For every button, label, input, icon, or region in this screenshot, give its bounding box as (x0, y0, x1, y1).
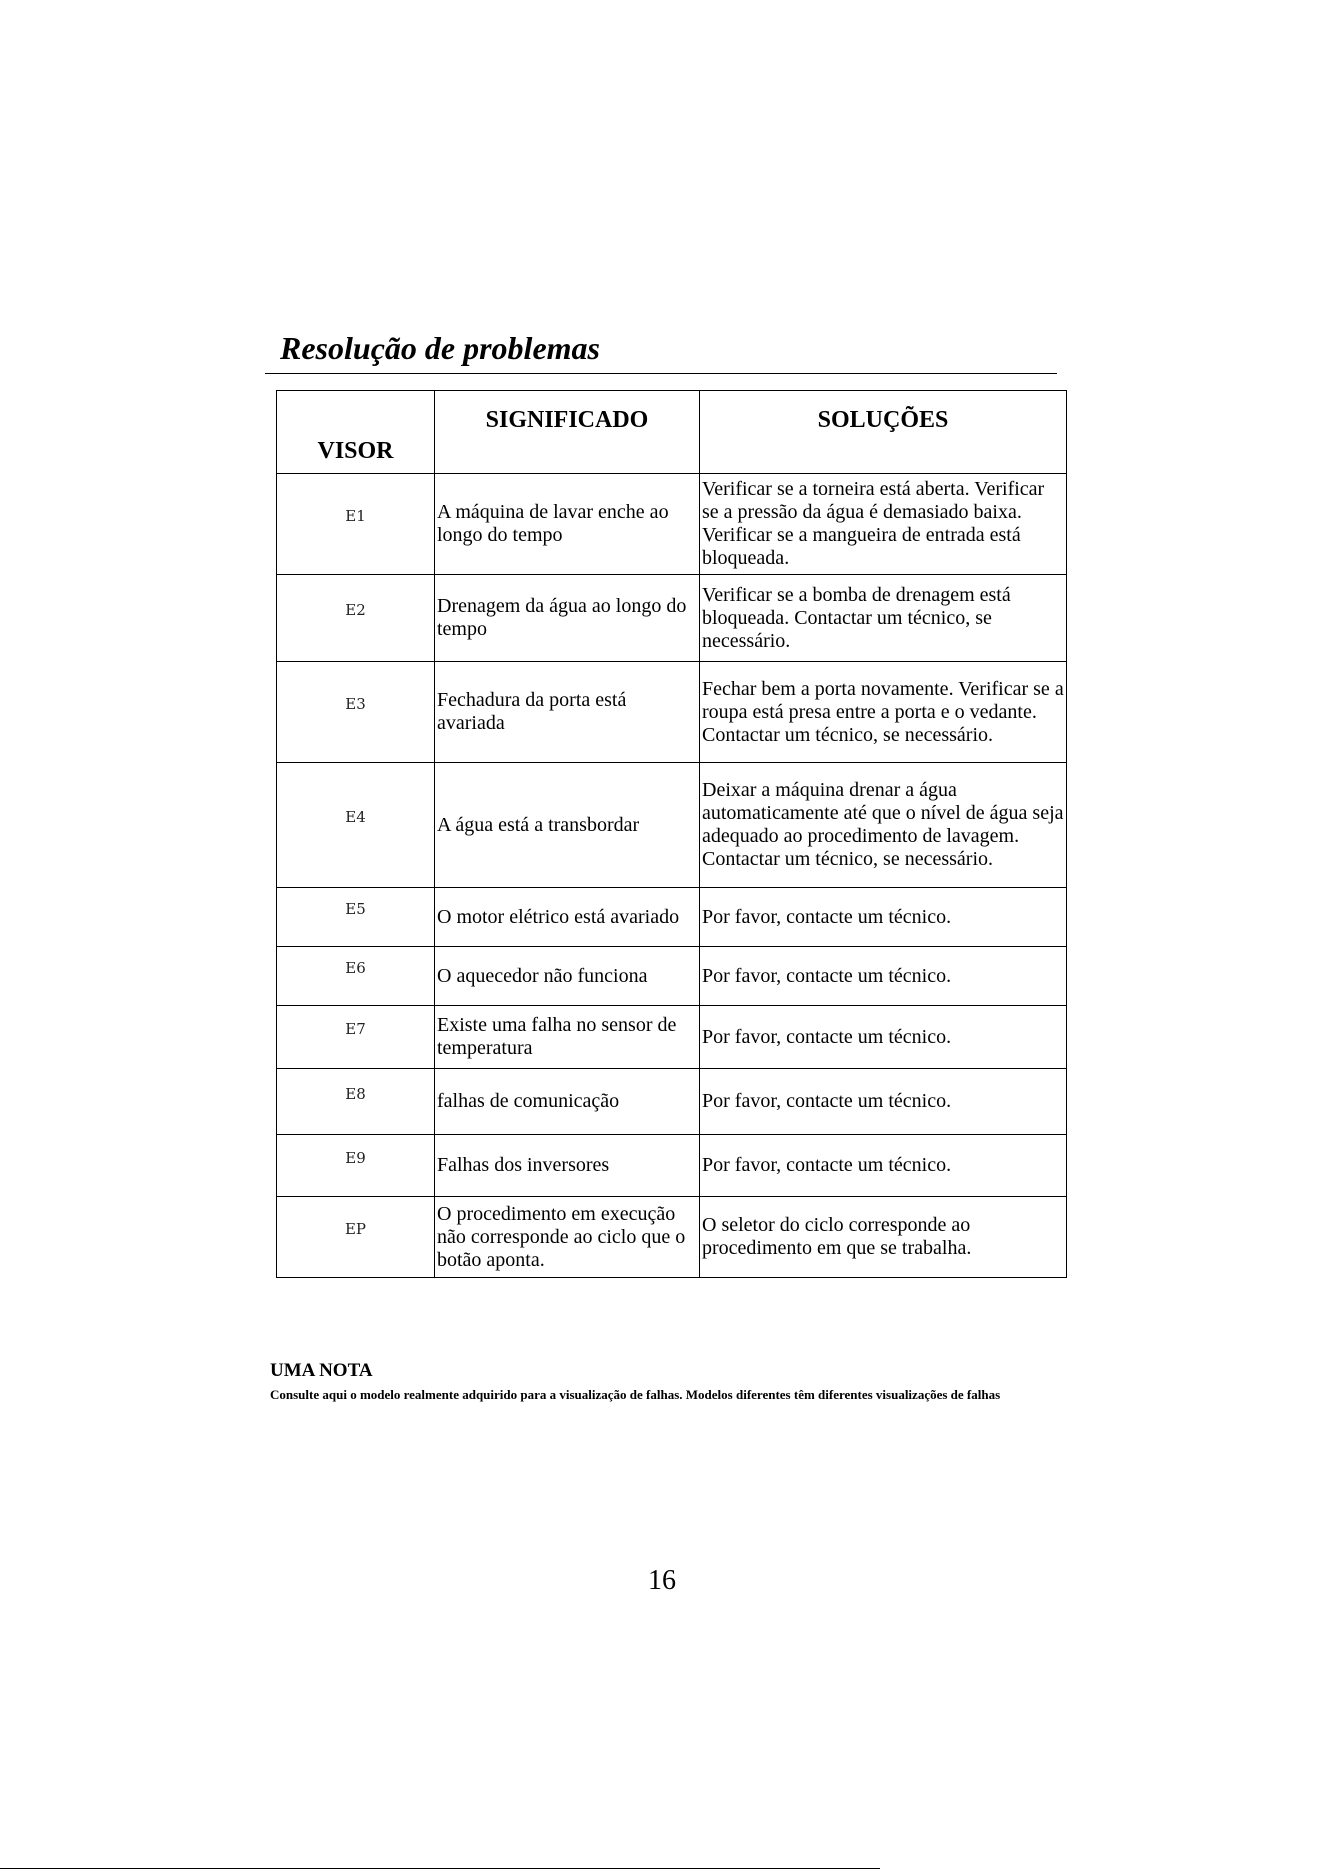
error-meaning: Fechadura da porta está avariada (435, 662, 700, 763)
table-row (277, 947, 1067, 1006)
title-underline (265, 373, 1057, 374)
table-row (277, 474, 1067, 575)
error-code: E7 (277, 1006, 435, 1069)
table-row (277, 1197, 1067, 1278)
error-code: E4 (277, 763, 435, 888)
note-title: UMA NOTA (270, 1360, 373, 1381)
error-meaning: Falhas dos inversores (435, 1135, 700, 1197)
error-code: E3 (277, 662, 435, 763)
error-solution: Fechar bem a porta novamente. Verificar se a roupa está presa entre a porta e o vedante. Contactar um técnico, se necessário. (700, 662, 1067, 763)
error-solution: Por favor, contacte um técnico. (700, 1006, 1067, 1069)
bottom-rule (0, 1868, 880, 1869)
note-section (270, 1360, 1030, 1403)
error-solution: Por favor, contacte um técnico. (700, 1069, 1067, 1135)
table-row (277, 888, 1067, 947)
table-header-row (277, 391, 1067, 474)
table-row (277, 1135, 1067, 1197)
error-code: E6 (277, 947, 435, 1006)
error-meaning: Drenagem da água ao longo do tempo (435, 575, 700, 662)
error-meaning: A água está a transbordar (435, 763, 700, 888)
header-solucoes: SOLUÇÕES (700, 391, 1067, 474)
error-solution: Por favor, contacte um técnico. (700, 1135, 1067, 1197)
table-row (277, 763, 1067, 888)
error-meaning: O procedimento em execução não corresponde ao ciclo que o botão aponta. (435, 1197, 700, 1278)
note-text: Consulte aqui o modelo realmente adquirido para a visualização de falhas. Modelos diferentes têm diferentes visualizações de falhas (270, 1387, 1001, 1402)
error-code: E1 (277, 474, 435, 575)
error-code: EP (277, 1197, 435, 1278)
error-code: E8 (277, 1069, 435, 1135)
table-row (277, 1069, 1067, 1135)
error-meaning: Existe uma falha no sensor de temperatura (435, 1006, 700, 1069)
error-meaning: falhas de comunicação (435, 1069, 700, 1135)
table-row (277, 1006, 1067, 1069)
table-row (277, 575, 1067, 662)
error-solution: Deixar a máquina drenar a água automaticamente até que o nível de água seja adequado ao procedimento de lavagem. Contactar um técnico, se necessário. (700, 763, 1067, 888)
error-meaning: A máquina de lavar enche ao longo do tempo (435, 474, 700, 575)
error-solution: Verificar se a bomba de drenagem está bloqueada. Contactar um técnico, se necessário. (700, 575, 1067, 662)
error-meaning: O aquecedor não funciona (435, 947, 700, 1006)
table-row (277, 662, 1067, 763)
error-code: E9 (277, 1135, 435, 1197)
header-visor: VISOR (277, 391, 435, 474)
troubleshooting-table (276, 390, 1067, 1278)
error-solution: Verificar se a torneira está aberta. Verificar se a pressão da água é demasiado baixa. Verificar se a mangueira de entrada está bloqueada. (700, 474, 1067, 575)
error-solution: Por favor, contacte um técnico. (700, 888, 1067, 947)
page-number: 16 (648, 1565, 676, 1596)
error-solution: Por favor, contacte um técnico. (700, 947, 1067, 1006)
error-code: E2 (277, 575, 435, 662)
header-significado: SIGNIFICADO (435, 391, 700, 474)
error-code: E5 (277, 888, 435, 947)
error-solution: O seletor do ciclo corresponde ao procedimento em que se trabalha. (700, 1197, 1067, 1278)
error-meaning: O motor elétrico está avariado (435, 888, 700, 947)
page-title: Resolução de problemas (280, 330, 600, 366)
